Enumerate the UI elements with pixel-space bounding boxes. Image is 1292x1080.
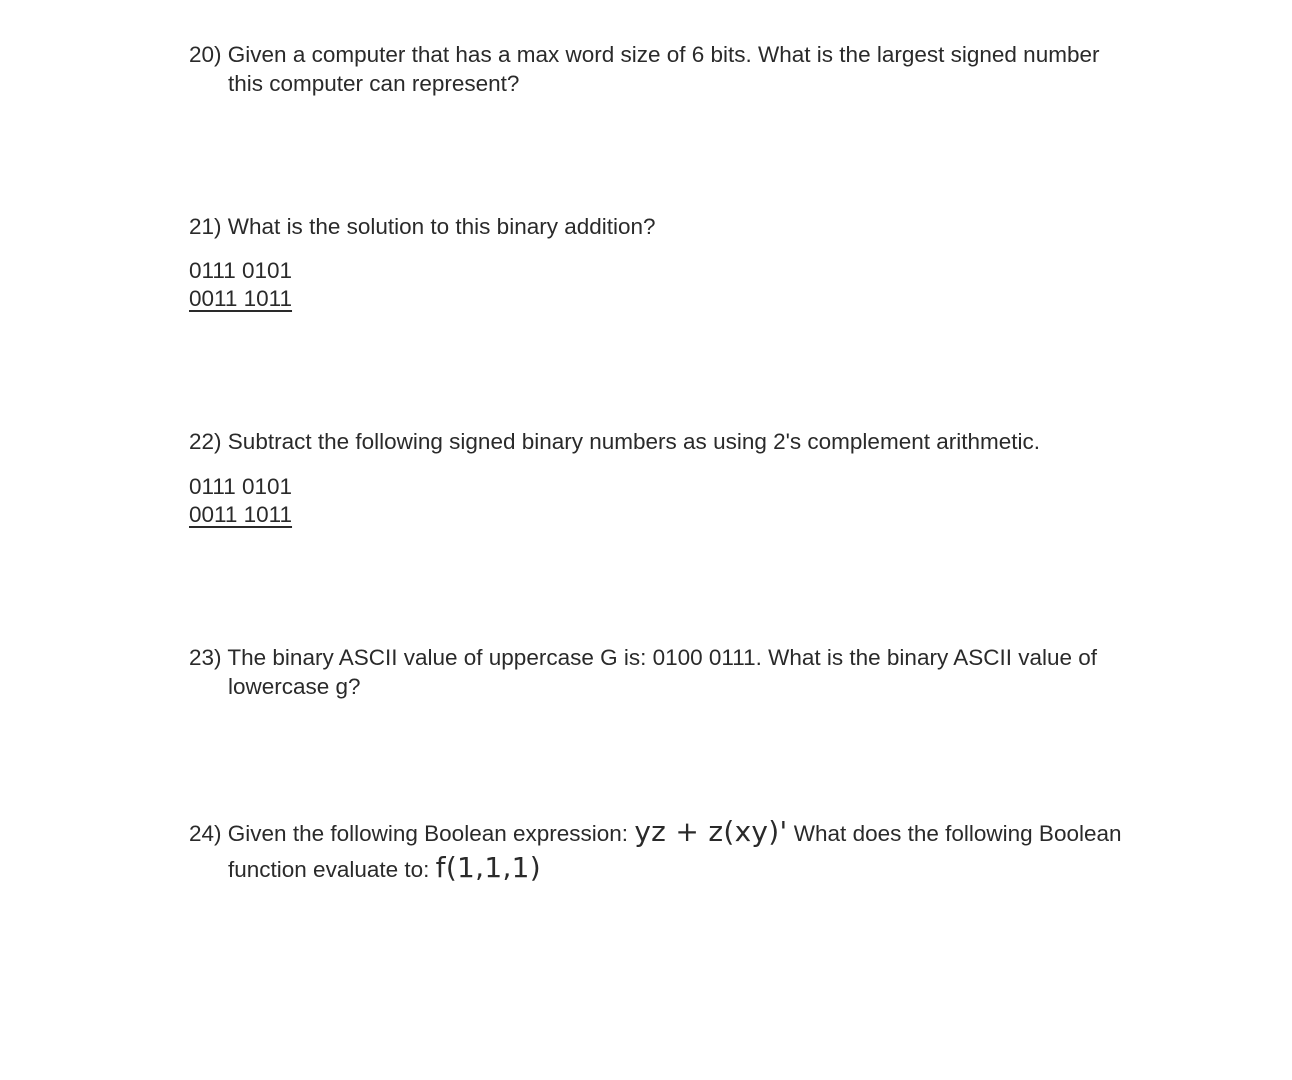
question-22-line-1 — [189, 427, 1159, 456]
question-24-line-2-text: function evaluate to: — [228, 857, 430, 882]
question-22 — [189, 427, 1159, 456]
question-21-number: 21) — [189, 214, 222, 239]
question-24-text-suffix: What does the following Boolean — [793, 821, 1122, 846]
question-22-operand-1: 0111 0101 — [189, 474, 293, 499]
question-22-number: 22) — [189, 429, 222, 454]
question-22-operand-2: 0011 1011 — [189, 502, 293, 527]
question-20-text: Given a computer that has a max word size of 6 bits. What is the largest signed number — [227, 42, 1100, 67]
question-23-number: 23) — [189, 645, 222, 670]
question-21 — [189, 212, 1159, 241]
question-22-text: Subtract the following signed binary numbers as using 2's complement arithmetic. — [227, 429, 1040, 454]
question-24 — [189, 815, 1159, 887]
question-24-text-prefix: Given the following Boolean expression: — [227, 821, 629, 846]
question-21-operands — [189, 257, 292, 313]
question-24-line-2 — [189, 851, 1159, 887]
question-21-operand-2: 0011 1011 — [189, 286, 293, 311]
question-20-line-2: this computer can represent? — [228, 71, 520, 96]
question-22-operands — [189, 473, 292, 529]
question-24-function-call: f(1,1,1) — [435, 851, 542, 884]
question-21-line-1 — [189, 212, 1159, 241]
question-21-text: What is the solution to this binary addition? — [227, 214, 656, 239]
question-24-line-1 — [189, 815, 1159, 851]
question-24-number: 24) — [189, 821, 222, 846]
question-23-text: The binary ASCII value of uppercase G is: 0100 0111. What is the binary ASCII value of — [227, 645, 1098, 670]
question-24-expression: yz + z(xy)' — [634, 815, 788, 848]
question-23-line-1 — [189, 643, 1159, 672]
question-20-line-1 — [189, 40, 1159, 69]
question-21-operand-1: 0111 0101 — [189, 258, 293, 283]
question-20-number: 20) — [189, 42, 222, 67]
question-23 — [189, 643, 1159, 701]
question-20 — [189, 40, 1159, 98]
question-23-line-2: lowercase g? — [228, 674, 361, 699]
